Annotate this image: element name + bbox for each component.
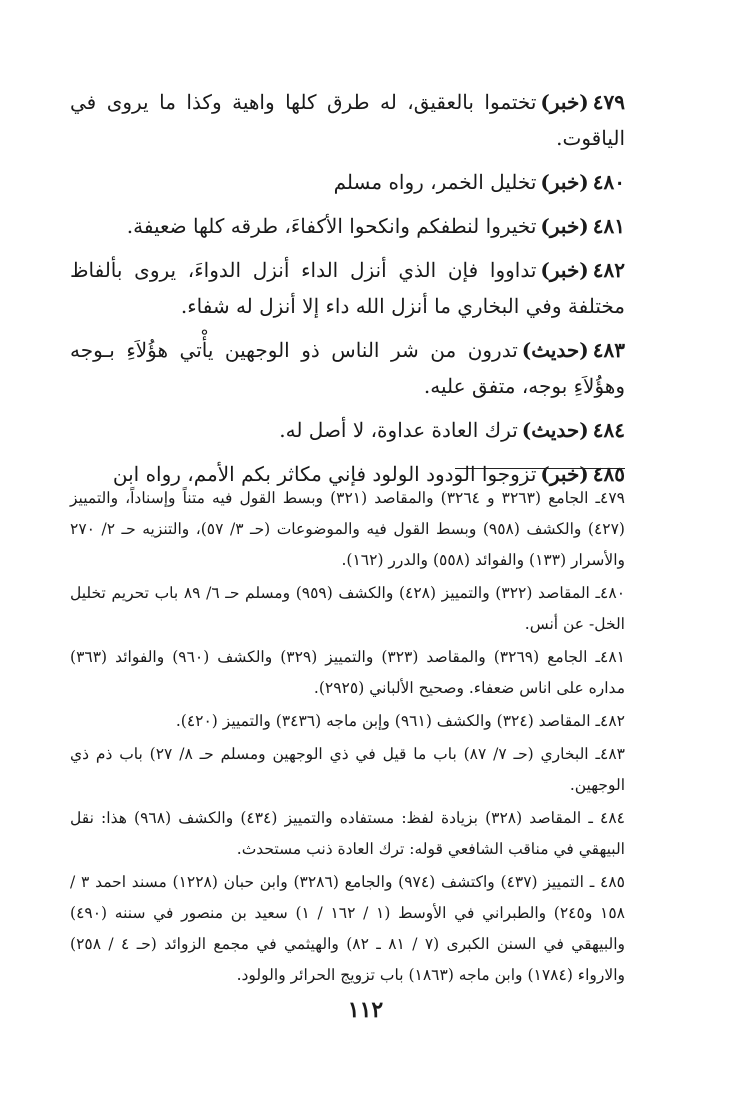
footnote-text: المقاصد (٣٢٨) بزيادة لفظ: مستفاده والتمييز (٤٣٤) والكشف (٩٦٨) هذا: نقل البيهقي في مناقب الشافعي قوله: ترك العادة ذنب مستحدث.: [70, 809, 625, 858]
footnote-number: ٤٨٣ـ: [595, 745, 625, 763]
entry-484: [70, 412, 625, 448]
footnote-text: التمييز (٤٣٧) واكتشف (٩٧٤) والجامع (٣٢٨٦) وابن حبان (١٢٢٨) مسند احمد ٣ / ١٥٨ و٢٤٥) والطبراني في الأوسط (١ / ١٦٢ / ١) سعيد بن منصور في سننه (٤٩٠) والبيهقي في السنن الكبرى (٧ / ٨١ ـ ٨٢) والهيثمي في مجمع الزوائد (حـ ٤ / ٢٥٨) والارواء (١٧٨٤) وابن ماجه (١٨٦٣) باب تزويج الحرائر والولود.: [70, 873, 626, 984]
footnote-483: [70, 739, 625, 801]
footnote-text: المقاصد (٣٢٢) والتمييز (٤٢٨) والكشف (٩٥٩) ومسلم حـ ٦/ ٨٩ باب تحريم تخليل الخل- عن أنس.: [70, 584, 625, 633]
footnote-479: [70, 483, 625, 576]
entry-number: ٤٨٠: [592, 170, 625, 194]
entry-text: تختموا بالعقيق، له طرق كلها واهية وكذا ما يروى في الياقوت.: [70, 90, 625, 150]
footnote-text: المقاصد (٣٢٤) والكشف (٩٦١) وإبن ماجه (٣٤٣٦) والتمييز (٤٢٠).: [175, 712, 591, 730]
entry-480: [70, 164, 625, 200]
entry-number: ٤٨٣: [592, 338, 625, 362]
entry-text: تداووا فإن الذي أنزل الداء أنزل الدواءَ، يروى بألفاظ مختلفة وفي البخاري ما أنزل الله داء إلا أنزل له شفاء.: [70, 258, 625, 318]
footnote-482: [70, 706, 625, 737]
entry-481: [70, 208, 625, 244]
footnote-number: ٤٧٩ـ: [595, 489, 625, 507]
entry-number: ٤٨٥: [592, 462, 625, 486]
entry-type: (حديث): [521, 338, 589, 362]
footnote-text: الجامع (٣٢٦٣ و ٣٢٦٤) والمقاصد (٣٢١) وبسط القول فيه متناً وإسناداً، والتمييز (٤٢٧) والكشف (٩٥٨) وبسط القول فيه والموضوعات (حـ ٣/ ٥٧)، والتنزيه حـ ٢/ ٢٧٠ والأسرار (١٣٣) والفوائد (٥٥٨) والدرر (١٦٢).: [70, 489, 625, 569]
entry-479: [70, 84, 625, 156]
footnotes: [70, 483, 625, 993]
entry-number: ٤٧٩: [592, 90, 625, 114]
entry-483: [70, 332, 625, 404]
entry-text: تدرون من شر الناس ذو الوجهين يأْتي هؤُلاَءِ بـوجه وهؤُلاَءِ بوجه، متفق عليه.: [70, 338, 625, 398]
entry-type: (حديث): [521, 418, 589, 442]
entry-number: ٤٨١: [592, 214, 625, 238]
entry-type: (خبر): [540, 462, 589, 486]
entry-text: تزوجوا الودود الولود فإني مكاثر بكم الأمم، رواه ابن: [112, 462, 537, 486]
entry-482: [70, 252, 625, 324]
footnote-text: الجامع (٣٢٦٩) والمقاصد (٣٢٣) والتمييز (٣٢٩) والكشف (٩٦٠) والفوائد (٣٦٣) مداره على اناس ضعفاء. وصحيح الألباني (٢٩٢٥).: [70, 648, 625, 697]
footnote-480: [70, 578, 625, 640]
footnote-text: البخاري (حـ ٧/ ٨٧) باب ما قيل في ذي الوجهين ومسلم حـ ٨/ ٢٧) باب ذم ذي الوجهين.: [70, 745, 625, 794]
entry-text: تخليل الخمر، رواه مسلم: [333, 170, 537, 194]
footnote-number: ٤٨٤ ـ: [588, 809, 626, 827]
entry-type: (خبر): [540, 170, 589, 194]
page-number: ١١٢: [347, 997, 384, 1023]
footnote-485: [70, 867, 625, 991]
footnote-number: ٤٨٠ـ: [595, 584, 626, 602]
footnote-number: ٤٨١ـ: [595, 648, 625, 666]
entry-number: ٤٨٢: [592, 258, 625, 282]
entry-type: (خبر): [540, 214, 589, 238]
footnote-484: [70, 803, 625, 865]
entry-text: تخيروا لنطفكم وانكحوا الأكفاءَ، طرقه كلها ضعيفة.: [126, 214, 537, 238]
entry-type: (خبر): [540, 90, 589, 114]
entry-type: (خبر): [540, 258, 589, 282]
footnote-number: ٤٨٥ ـ: [589, 873, 625, 891]
footnote-divider: [455, 468, 625, 469]
entry-text: ترك العادة عداوة، لا أصل له.: [279, 418, 518, 442]
main-text: [70, 84, 625, 500]
footnote-number: ٤٨٢ـ: [595, 712, 625, 730]
footnote-481: [70, 642, 625, 704]
entry-number: ٤٨٤: [592, 418, 625, 442]
